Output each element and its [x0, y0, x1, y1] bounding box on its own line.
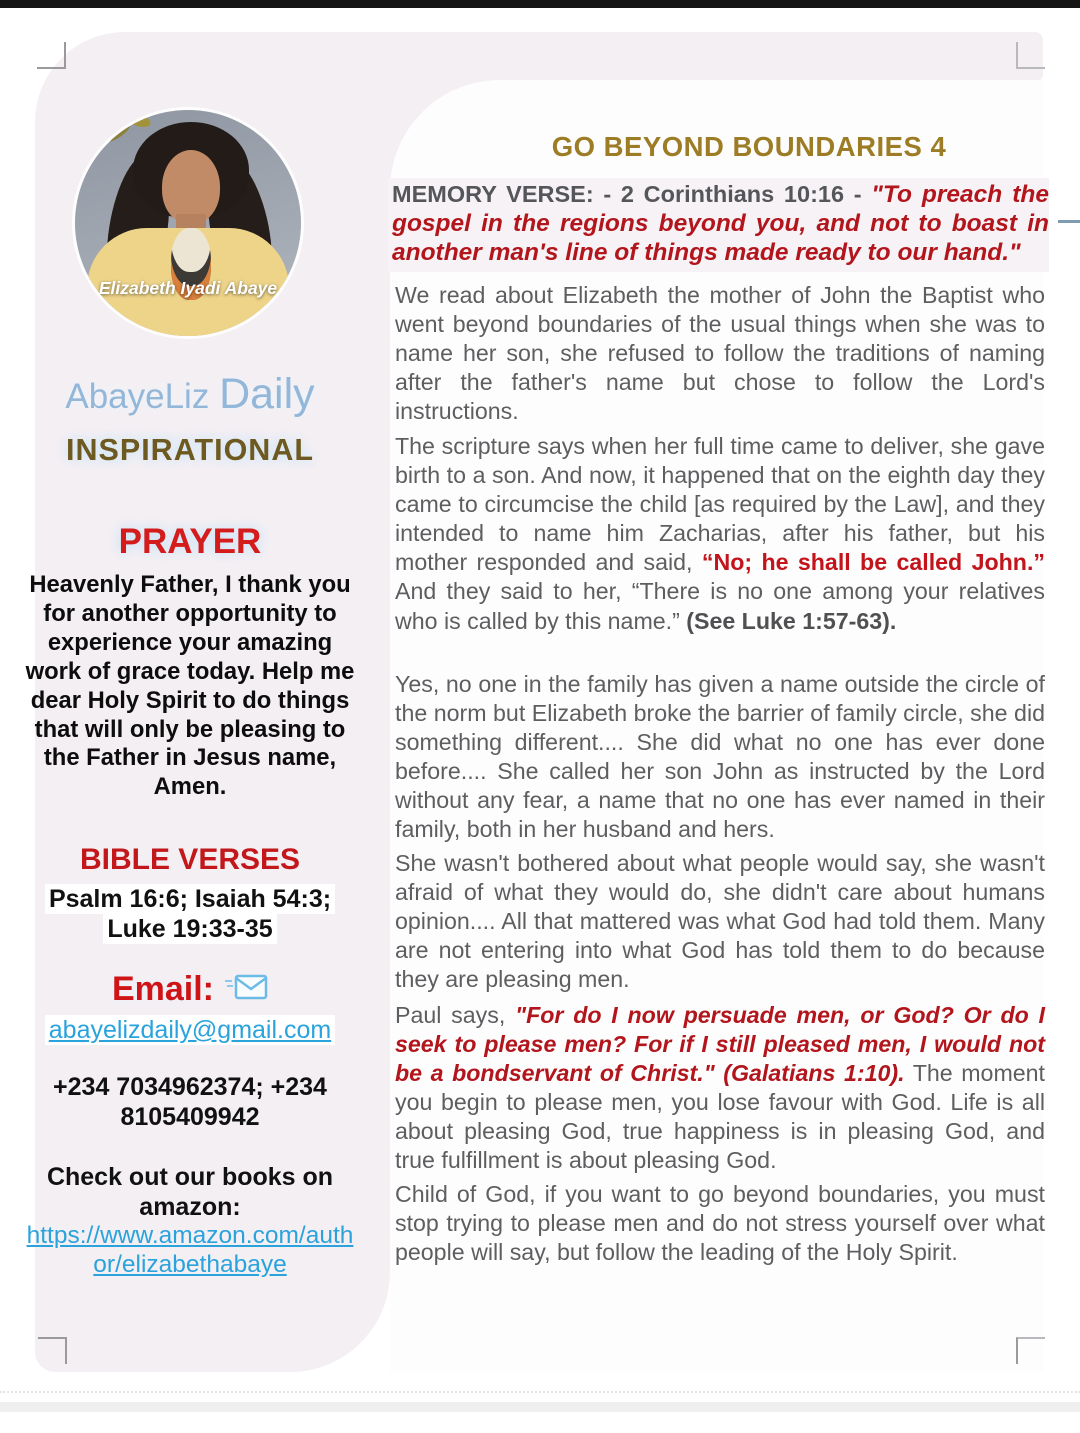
top-band-background — [390, 32, 1043, 82]
envelope-icon — [224, 972, 268, 1007]
paragraph: The scripture says when her full time came to deliver, she gave birth to a son. And now, it happened that on the eighth day they came to circumcise the child [as required by the Law], and they intended to name him Zacharias, after his father, but his mother responded and said, “No; he shall be called John.” And they said to her, “There is no one among your relatives who is called by this name.” (See Luke 1:57-63). — [395, 433, 1045, 634]
page-title: GO BEYOND BOUNDARIES 4 — [551, 131, 947, 162]
paragraph: Child of God, if you want to go beyond boundaries, you must stop trying to please men and do not stress yourself over what people will say, but follow the leading of the Holy Spirit. — [395, 1181, 1045, 1266]
amazon-books-label: Check out our books on amazon: — [46, 1163, 334, 1221]
memory-verse: MEMORY VERSE: - 2 Corinthians 10:16 - "To preach the gospel in the regions beyond you, and not to boast in another man's line of things made ready to our hand." — [388, 178, 1049, 272]
email-address[interactable] — [15, 1016, 365, 1045]
photo-face — [162, 150, 220, 224]
corner-bracket-top-left — [37, 42, 66, 69]
bottom-dotted-line — [0, 1391, 1080, 1393]
email-row — [25, 970, 355, 1009]
top-black-bar — [0, 0, 1080, 8]
paragraph: She wasn't bothered about what people would say, she wasn't afraid of what they would do, she didn't care about humans opinion.... All that mattered was what God had told them. Many are not entering into what God has told them to do because they are pleasing men. — [395, 850, 1045, 993]
prayer-heading: PRAYER — [118, 522, 262, 561]
bible-verses-list: Psalm 16:6; Isaiah 54:3; Luke 19:33-35 — [15, 884, 365, 944]
corner-bracket-top-right — [1016, 42, 1045, 69]
paragraph: Yes, no one in the family has given a name outside the circle of the norm but Elizabeth broke the barrier of family circle, she did something different.... She did what no one has ever done before.... She called her son John as instructed by the Lord without any fear, a name that no one has ever named in their family, both in her husband and hers. — [395, 671, 1045, 843]
email-label: Email: — [111, 970, 215, 1008]
corner-bracket-bottom-left — [38, 1337, 67, 1364]
corner-bracket-bottom-right — [1016, 1337, 1045, 1364]
phone-numbers: +234 7034962374; +234 8105409942 — [53, 1073, 327, 1131]
right-edge-dash — [1058, 220, 1080, 223]
brand-title — [25, 370, 355, 419]
paragraph: We read about Elizabeth the mother of John the Baptist who went beyond boundaries of the usual things when she was to name her son, she refused to follow the traditions of naming after the father's name but chose to follow the Lord's instructions. — [395, 282, 1045, 425]
email-link: abayelizdaily@gmail.com — [45, 1015, 335, 1045]
author-photo — [75, 110, 301, 336]
amazon-books-link[interactable] — [22, 1222, 358, 1279]
photo-caption: Elizabeth Iyadi Abaye — [98, 278, 278, 298]
prayer-text: Heavenly Father, I thank you for another opportunity to experience your amazing work of grace today. Help me dear Holy Spirit to do things that will only be pleasing to the Father in Jesus name, Amen. — [25, 571, 355, 801]
bottom-gray-bar — [0, 1402, 1080, 1412]
brand-part2: Daily — [219, 370, 315, 418]
bible-verses-heading: BIBLE VERSES — [79, 843, 301, 876]
paragraph: Paul says, "For do I now persuade men, or God? Or do I seek to please men? For if I still pleased men, I would not be a bondservant of Christ." (Galatians 1:10). The moment you begin to please men, you lose favour with God. Life is all about pleasing God, true happiness is in pleasing God, and true fulfillment is about pleasing God. — [395, 1002, 1045, 1174]
amazon-url[interactable]: https://www.amazon.com/author/elizabethabaye — [26, 1222, 354, 1278]
brand-part1: AbayeLiz — [65, 377, 220, 416]
brand-subtitle: INSPIRATIONAL — [66, 433, 314, 467]
